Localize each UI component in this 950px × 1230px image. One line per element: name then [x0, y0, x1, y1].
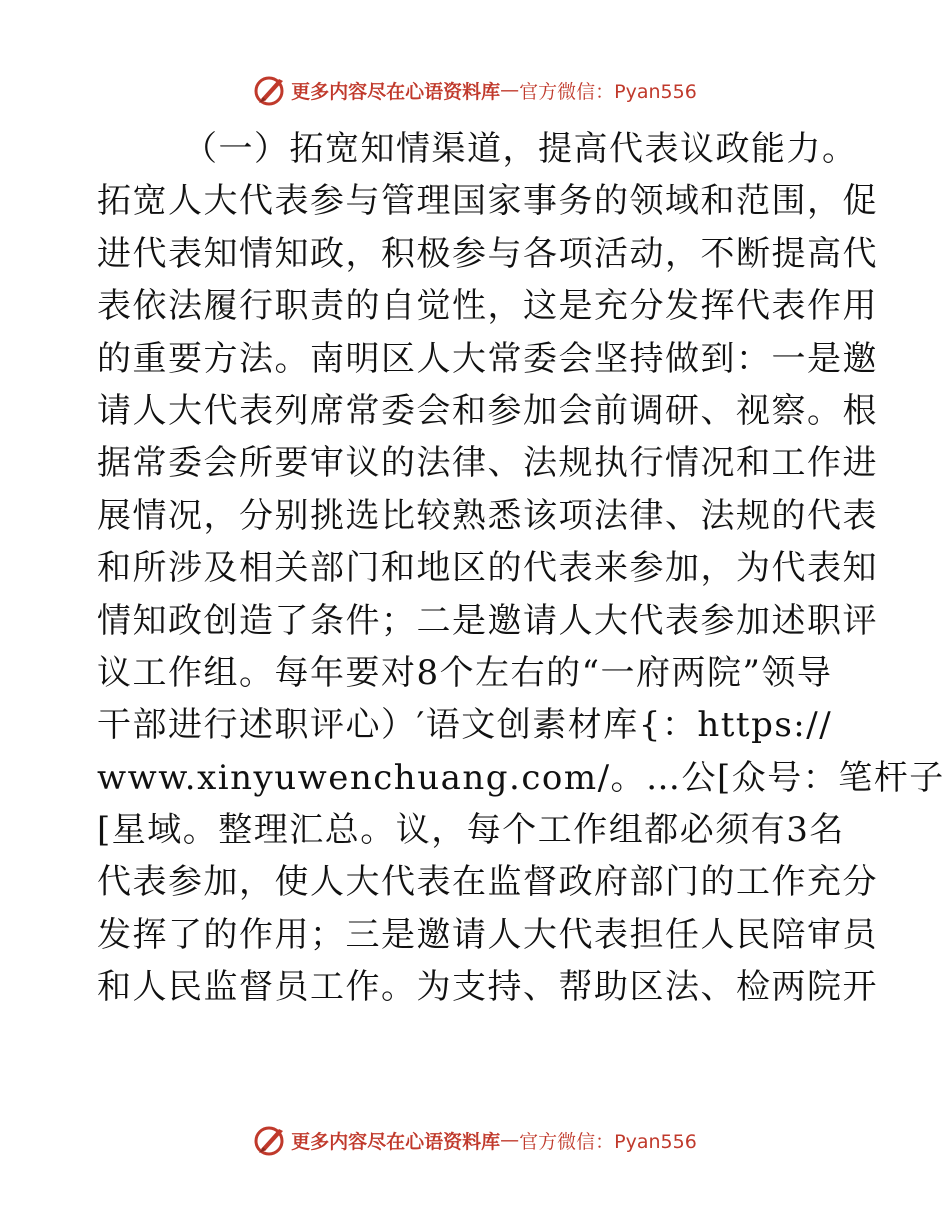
body-line: 请人大代表列席常委会和参加会前调研、视察。根 — [97, 390, 878, 431]
body-line: www.xinyuwenchuang.com/。…公[众号：笔杆子 — [97, 757, 945, 798]
quill-logo-icon — [253, 1123, 287, 1157]
body-line: 表依法履行职责的自觉性，这是充分发挥代表作用 — [97, 286, 878, 327]
banner-separator: — — [500, 79, 520, 101]
body-line: 和所涉及相关部门和地区的代表来参加，为代表知 — [97, 548, 878, 589]
banner-main-text: 更多内容尽在心语资料库 — [291, 1130, 501, 1153]
body-line: [星域。整理汇总。议，每个工作组都必须有3名 — [97, 810, 845, 851]
banner-wechat-text: 官方微信：Pyan556 — [519, 80, 697, 103]
body-line: 拓宽人大代表参与管理国家事务的领域和范围，促 — [97, 181, 878, 222]
banner-main-text: 更多内容尽在心语资料库 — [291, 80, 501, 103]
body-line: 的重要方法。南明区人大常委会坚持做到：一是邀 — [97, 338, 878, 379]
body-line: 干部进行述职评心）′语文创素材库{：https:// — [97, 705, 833, 746]
body-line: 发挥了的作用；三是邀请人大代表担任人民陪审员 — [97, 914, 878, 955]
body-line: 进代表知情知政，积极参与各项活动，不断提高代 — [97, 233, 878, 274]
body-line: 和人民监督员工作。为支持、帮助区法、检两院开 — [97, 967, 878, 1008]
banner-wechat-text: 官方微信：Pyan556 — [519, 1130, 697, 1153]
body-line: 议工作组。每年要对8个左右的“一府两院”领导 — [97, 652, 833, 693]
footer-banner — [0, 1120, 950, 1160]
document-body — [97, 123, 945, 1014]
banner-separator: — — [500, 1129, 520, 1151]
header-banner — [0, 70, 950, 110]
quill-logo-icon — [253, 73, 287, 107]
body-line: （一）拓宽知情渠道，提高代表议政能力。 — [183, 129, 858, 169]
body-line: 展情况，分别挑选比较熟悉该项法律、法规的代表 — [97, 495, 878, 536]
body-line: 据常委会所要审议的法律、法规执行情况和工作进 — [97, 443, 878, 484]
body-line: 情知政创造了条件；二是邀请人大代表参加述职评 — [97, 600, 878, 641]
body-line: 代表参加，使人大代表在监督政府部门的工作充分 — [97, 862, 878, 903]
